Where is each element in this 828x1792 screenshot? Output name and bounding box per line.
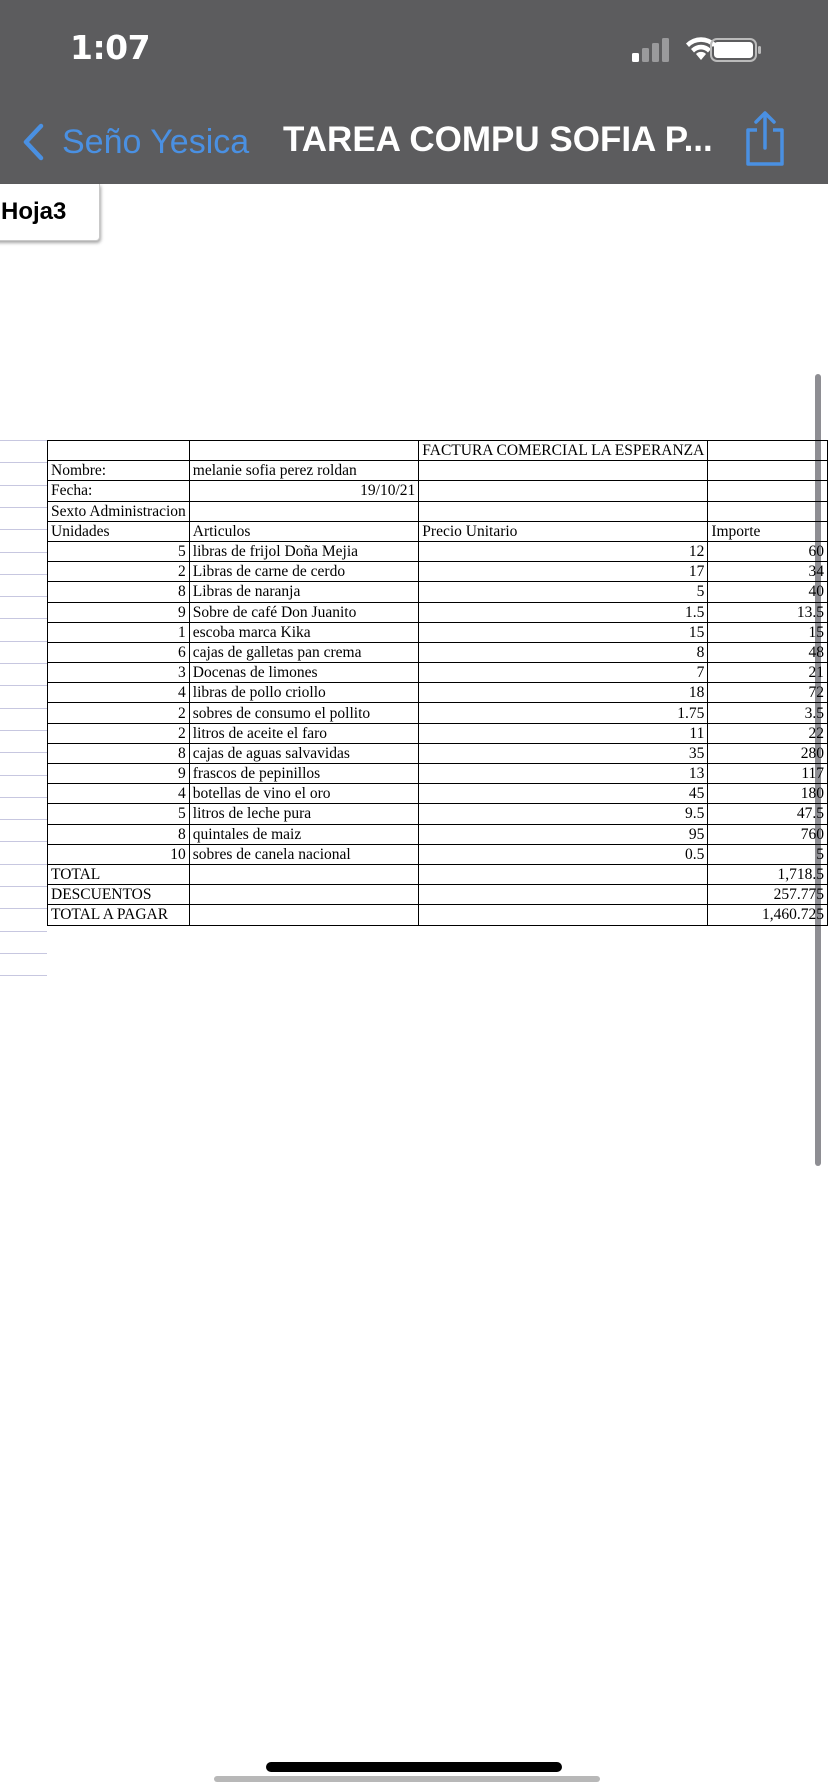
cell-unit-price: 0.5 xyxy=(419,844,708,864)
gutter-line xyxy=(0,975,47,976)
cell-quantity: 4 xyxy=(48,784,190,804)
header-importe: Importe xyxy=(708,521,828,541)
cell-unit-price: 35 xyxy=(419,743,708,763)
gutter-line xyxy=(0,708,47,709)
header-unidades: Unidades xyxy=(48,521,190,541)
date-value: 19/10/21 xyxy=(189,481,419,501)
cellular-signal-icon xyxy=(632,36,672,62)
home-indicator-track xyxy=(214,1776,600,1782)
cell-amount: 60 xyxy=(708,541,828,561)
gutter-line xyxy=(0,574,47,575)
cell-amount: 5 xyxy=(708,844,828,864)
table-row xyxy=(48,723,828,743)
cell-article: Sobre de café Don Juanito xyxy=(189,602,419,622)
cell-article: Libras de carne de cerdo xyxy=(189,562,419,582)
gutter-line xyxy=(0,462,47,463)
cell-article: cajas de galletas pan crema xyxy=(189,642,419,662)
cell-quantity: 2 xyxy=(48,703,190,723)
cell-amount: 3.5 xyxy=(708,703,828,723)
cell-unit-price: 18 xyxy=(419,683,708,703)
totals-label: TOTAL xyxy=(48,864,190,884)
battery-icon xyxy=(710,38,762,62)
totals-value: 1,718.5 xyxy=(708,864,828,884)
table-row xyxy=(48,844,828,864)
cell-unit-price: 95 xyxy=(419,824,708,844)
cell-quantity: 5 xyxy=(48,804,190,824)
gutter-line xyxy=(0,596,47,597)
cell-quantity: 3 xyxy=(48,663,190,683)
table-row xyxy=(48,441,828,461)
table-row xyxy=(48,461,828,481)
cell-quantity: 8 xyxy=(48,582,190,602)
cell-quantity: 1 xyxy=(48,622,190,642)
cell-quantity: 8 xyxy=(48,743,190,763)
cell-unit-price: 15 xyxy=(419,622,708,642)
table-row xyxy=(48,764,828,784)
cell-amount: 72 xyxy=(708,683,828,703)
home-indicator[interactable] xyxy=(266,1762,562,1772)
cell-unit-price: 13 xyxy=(419,764,708,784)
name-value: melanie sofia perez roldan xyxy=(189,461,419,481)
table-row xyxy=(48,622,828,642)
cell-amount: 22 xyxy=(708,723,828,743)
totals-value: 257.775 xyxy=(708,885,828,905)
cell-amount: 40 xyxy=(708,582,828,602)
gutter-line xyxy=(0,529,47,530)
cell-amount: 13.5 xyxy=(708,602,828,622)
cell-quantity: 10 xyxy=(48,844,190,864)
gutter-line xyxy=(0,841,47,842)
cell-amount: 760 xyxy=(708,824,828,844)
gutter-line xyxy=(0,485,47,486)
table-row xyxy=(48,784,828,804)
cell-article: Docenas de limones xyxy=(189,663,419,683)
gutter-line xyxy=(0,685,47,686)
totals-value: 1,460.725 xyxy=(708,905,828,925)
cell-article: libras de pollo criollo xyxy=(189,683,419,703)
gutter-line xyxy=(0,641,47,642)
table-row xyxy=(48,602,828,622)
cell-article: frascos de pepinillos xyxy=(189,764,419,784)
invoice-table xyxy=(47,440,828,926)
gutter-line xyxy=(0,618,47,619)
table-row xyxy=(48,663,828,683)
header-articulos: Articulos xyxy=(189,521,419,541)
cell-amount: 34 xyxy=(708,562,828,582)
cell-amount: 48 xyxy=(708,642,828,662)
invoice-title: FACTURA COMERCIAL LA ESPERANZA xyxy=(419,441,708,461)
spreadsheet-view[interactable] xyxy=(0,184,828,1792)
table-row xyxy=(48,541,828,561)
cell-quantity: 2 xyxy=(48,562,190,582)
gutter-line xyxy=(0,507,47,508)
table-header-row xyxy=(48,521,828,541)
table-row xyxy=(48,501,828,521)
cell-amount: 21 xyxy=(708,663,828,683)
date-label: Fecha: xyxy=(48,481,190,501)
cell-article: botellas de vino el oro xyxy=(189,784,419,804)
cell-quantity: 4 xyxy=(48,683,190,703)
back-button[interactable] xyxy=(22,114,249,170)
cell-amount: 47.5 xyxy=(708,804,828,824)
cell-article: litros de leche pura xyxy=(189,804,419,824)
cell-article: sobres de canela nacional xyxy=(189,844,419,864)
cell-article: sobres de consumo el pollito xyxy=(189,703,419,723)
status-time: 1:07 xyxy=(70,28,151,67)
cell-unit-price: 1.5 xyxy=(419,602,708,622)
cell-quantity: 6 xyxy=(48,642,190,662)
gutter-line xyxy=(0,552,47,553)
name-label: Nombre: xyxy=(48,461,190,481)
gutter-line xyxy=(0,775,47,776)
share-icon[interactable] xyxy=(742,110,788,168)
gutter-line xyxy=(0,663,47,664)
cell-unit-price: 1.75 xyxy=(419,703,708,723)
gutter-line xyxy=(0,752,47,753)
table-row xyxy=(48,481,828,501)
cell-quantity: 5 xyxy=(48,541,190,561)
table-row xyxy=(48,642,828,662)
header-precio-unitario: Precio Unitario xyxy=(419,521,708,541)
totals-row xyxy=(48,864,828,884)
cell-unit-price: 8 xyxy=(419,642,708,662)
cell-amount: 15 xyxy=(708,622,828,642)
cell-quantity: 9 xyxy=(48,764,190,784)
cell-unit-price: 5 xyxy=(419,582,708,602)
gutter-line xyxy=(0,886,47,887)
sheet-tab-hoja3[interactable]: Hoja3 xyxy=(0,184,100,241)
cell-quantity: 9 xyxy=(48,602,190,622)
table-row xyxy=(48,824,828,844)
cell-article: litros de aceite el faro xyxy=(189,723,419,743)
totals-label: DESCUENTOS xyxy=(48,885,190,905)
cell-unit-price: 17 xyxy=(419,562,708,582)
cell-article: quintales de maiz xyxy=(189,824,419,844)
table-row xyxy=(48,703,828,723)
table-row xyxy=(48,743,828,763)
cell-unit-price: 11 xyxy=(419,723,708,743)
cell-article: Libras de naranja xyxy=(189,582,419,602)
gutter-line xyxy=(0,908,47,909)
cell-amount: 280 xyxy=(708,743,828,763)
gutter-line xyxy=(0,797,47,798)
cell-amount: 180 xyxy=(708,784,828,804)
cell-unit-price: 45 xyxy=(419,784,708,804)
table-row xyxy=(48,804,828,824)
app-header xyxy=(0,0,828,184)
cell-article: escoba marca Kika xyxy=(189,622,419,642)
gutter-line xyxy=(0,931,47,932)
cell-unit-price: 7 xyxy=(419,663,708,683)
cell-quantity: 2 xyxy=(48,723,190,743)
gutter-line xyxy=(0,819,47,820)
cell-amount: 117 xyxy=(708,764,828,784)
navigation-bar xyxy=(0,100,828,184)
grade-label: Sexto Administracion xyxy=(48,501,190,521)
document-title: TAREA COMPU SOFIA P... xyxy=(283,120,713,159)
gutter-line xyxy=(0,953,47,954)
cell-unit-price: 12 xyxy=(419,541,708,561)
gutter-line xyxy=(0,440,47,441)
gutter-line xyxy=(0,864,47,865)
table-row xyxy=(48,582,828,602)
cell-unit-price: 9.5 xyxy=(419,804,708,824)
totals-label: TOTAL A PAGAR xyxy=(48,905,190,925)
cell-quantity: 8 xyxy=(48,824,190,844)
cell-article: libras de frijol Doña Mejia xyxy=(189,541,419,561)
totals-row xyxy=(48,885,828,905)
table-row xyxy=(48,562,828,582)
gutter-line xyxy=(0,730,47,731)
cell-article: cajas de aguas salvavidas xyxy=(189,743,419,763)
table-row xyxy=(48,683,828,703)
chevron-left-icon xyxy=(22,123,44,161)
totals-row xyxy=(48,905,828,925)
back-button-label: Seño Yesica xyxy=(62,122,250,161)
